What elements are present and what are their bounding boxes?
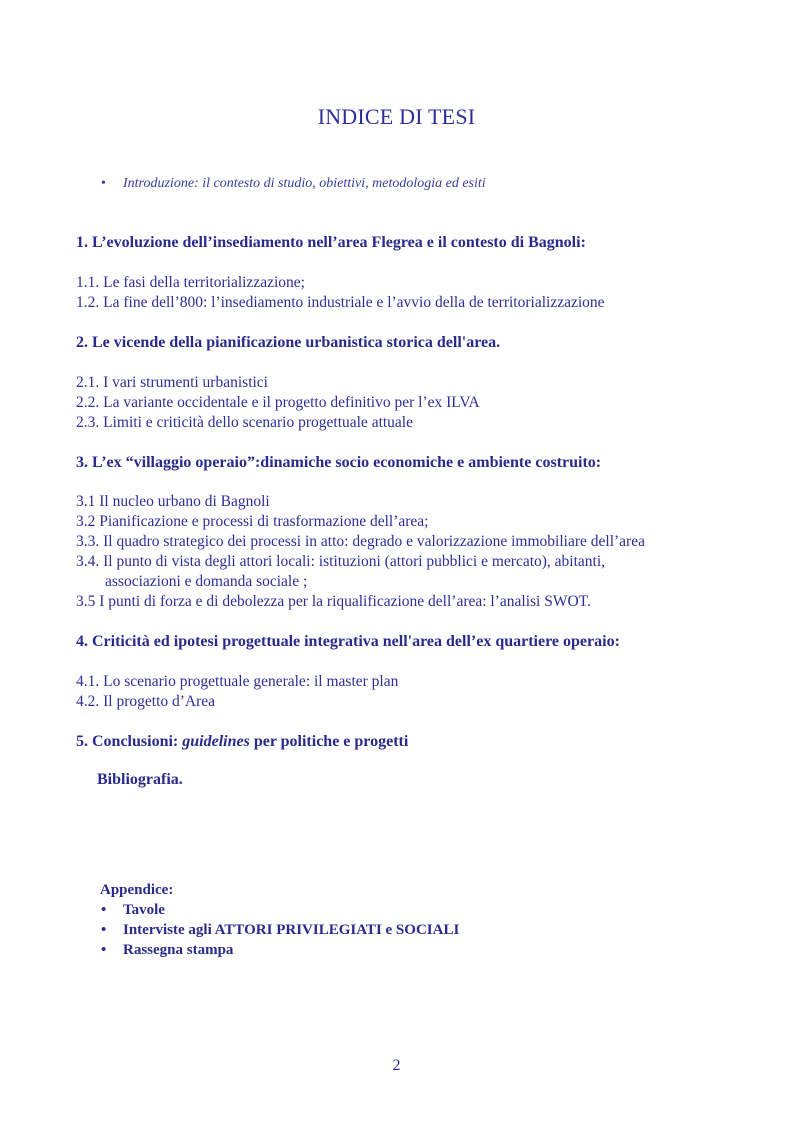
section-1-item-2: 1.2. La fine dell’800: l’insediamento industriale e l’avvio della de territorializzazione	[76, 294, 605, 311]
intro-text: Introduzione: il contesto di studio, obiettivi, metodologia ed esiti	[123, 176, 486, 191]
appendix-item-text: Interviste agli ATTORI PRIVILEGIATI e SOCIALI	[123, 922, 460, 938]
section-5-heading	[76, 733, 408, 751]
page-title: INDICE DI TESI	[317, 104, 476, 129]
section-3-item-3: 3.3. Il quadro strategico dei processi in atto: degrado e valorizzazione immobiliare dell’area	[76, 533, 645, 550]
appendix-item-text: Rassegna stampa	[123, 942, 234, 958]
section-3-item-2: 3.2 Pianificazione e processi di trasformazione dell’area;	[76, 513, 429, 530]
section-1-item-1: 1.1. Le fasi della territorializzazione;	[76, 274, 305, 291]
bullet-icon: •	[101, 902, 107, 918]
section-3-item-4: 3.4. Il punto di vista degli attori locali: istituzioni (attori pubblici e mercato), abitanti,	[76, 553, 606, 570]
section-5-heading-suffix: per politiche e progetti	[249, 733, 409, 750]
section-3-item-5: 3.5 I punti di forza e di debolezza per la riqualificazione dell’area: l’analisi SWOT.	[76, 593, 591, 610]
section-2-item-2: 2.2. La variante occidentale e il progetto definitivo per l’ex ILVA	[76, 394, 480, 411]
appendix-item-2	[101, 922, 459, 939]
section-5-heading-prefix: 5. Conclusioni:	[76, 733, 183, 750]
section-5-heading-guidelines: guidelines	[182, 733, 250, 750]
section-3-heading: 3. L’ex “villaggio operaio”:dinamiche socio economiche e ambiente costruito:	[76, 454, 602, 471]
section-4-item-2: 4.2. Il progetto d’Area	[76, 693, 216, 710]
section-3-item-4-continuation: associazioni e domanda sociale ;	[105, 573, 308, 590]
intro-list-item	[101, 176, 486, 192]
appendix-item-text: Tavole	[123, 902, 165, 918]
appendix-heading: Appendice:	[100, 882, 174, 898]
section-1-heading: 1. L’evoluzione dell’insediamento nell’area Flegrea e il contesto di Bagnoli:	[76, 234, 586, 251]
section-2-item-1: 2.1. I vari strumenti urbanistici	[76, 374, 268, 391]
page-number: 2	[392, 1057, 401, 1074]
bullet-icon: •	[101, 942, 107, 958]
section-3-item-1: 3.1 Il nucleo urbano di Bagnoli	[76, 493, 270, 510]
bullet-icon: •	[101, 176, 106, 191]
bibliography-heading: Bibliografia.	[97, 771, 183, 788]
section-2-heading: 2. Le vicende della pianificazione urbanistica storica dell'area.	[76, 334, 501, 351]
section-4-item-1: 4.1. Lo scenario progettuale generale: il master plan	[76, 673, 399, 690]
section-4-heading: 4. Criticità ed ipotesi progettuale integrativa nell'area dell’ex quartiere operaio:	[76, 633, 620, 650]
appendix-item-1	[101, 902, 165, 919]
bullet-icon: •	[101, 922, 107, 938]
appendix-item-3	[101, 942, 233, 959]
section-2-item-3: 2.3. Limiti e criticità dello scenario progettuale attuale	[76, 414, 413, 431]
